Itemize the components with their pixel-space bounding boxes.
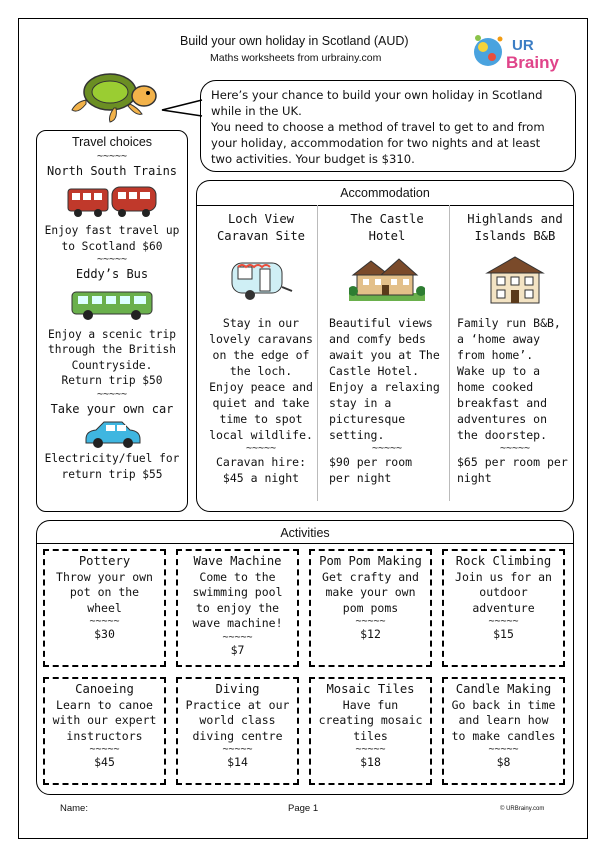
accommodation-desc: await you at The (329, 348, 440, 362)
train-icon (37, 179, 187, 223)
activity-desc: wheel (87, 600, 122, 615)
car-icon (37, 417, 187, 451)
travel-option-desc: Countryside. (71, 358, 153, 372)
accommodation-desc: Beautiful views (329, 316, 433, 330)
travel-option-name: Eddy’s Bus (75, 267, 149, 281)
intro-line: You need to choose a method of travel to get to and from (211, 120, 545, 134)
activity-price: $15 (493, 627, 514, 641)
activity-title: Mosaic Tiles (326, 682, 415, 696)
activity-desc: to enjoy the (195, 600, 280, 615)
activity-price: $12 (360, 627, 381, 641)
accommodation-price: night (457, 471, 492, 485)
travel-option-name: North South Trains (46, 163, 178, 178)
urbrainy-logo (470, 30, 570, 74)
accommodation-name: Caravan Site (216, 229, 306, 243)
separator: ~~~~~ (96, 254, 128, 265)
activity-card-pom-pom-making (309, 549, 432, 667)
activities-panel (36, 520, 574, 795)
activity-desc: diving centre (192, 728, 283, 743)
activity-price: $30 (94, 627, 115, 641)
separator: ~~~~~ (371, 443, 403, 454)
activity-title: Diving (215, 682, 260, 696)
logo-ur-text: UR (512, 37, 534, 54)
travel-option-desc: Enjoy a scenic trip (48, 327, 176, 341)
separator: ~~~~~ (222, 744, 253, 755)
activity-desc: Come to the (199, 569, 276, 584)
accommodation-desc: local wildlife. (209, 428, 313, 442)
separator: ~~~~~ (355, 616, 386, 627)
activity-desc: to make candles (451, 728, 556, 743)
activity-desc: and learn how (458, 713, 549, 727)
intro-line: your holiday, accommodation for two nights and at least (211, 136, 541, 150)
copyright: © URBrainy.com (500, 806, 545, 812)
activity-desc: pot on the (69, 585, 140, 599)
accommodation-desc: from home’. (457, 348, 534, 362)
travel-option-desc: through the British (48, 343, 176, 356)
activity-desc: make your own (325, 585, 416, 599)
travel-option-desc: to Scotland $60 (61, 239, 163, 253)
separator: ~~~~~ (355, 744, 386, 755)
activity-card-pottery (43, 549, 166, 667)
travel-option-desc: Electricity/fuel for (44, 452, 180, 465)
accommodation-option (329, 209, 445, 501)
separator: ~~~~~ (499, 443, 531, 454)
activity-desc: instructors (66, 728, 143, 743)
activity-price: $18 (360, 755, 381, 769)
accommodation-name: Loch View (227, 212, 295, 226)
hotel-icon (329, 245, 445, 315)
activity-desc: Throw your own (56, 569, 153, 584)
activity-card-wave-machine (176, 549, 299, 667)
accommodation-desc: Stay in our (222, 316, 300, 330)
accommodation-desc: stay in a (329, 396, 392, 410)
accommodation-desc: home cooked (457, 380, 534, 394)
accommodation-desc: Castle Hotel. (329, 364, 420, 378)
accommodation-price: per night (329, 471, 392, 485)
accommodation-price: $45 a night (222, 471, 300, 485)
activity-desc: Go back in time (451, 697, 556, 712)
activity-title: Rock Climbing (455, 554, 552, 568)
accommodation-desc: picturesque (329, 412, 406, 426)
accommodation-desc: and comfy beds (329, 332, 426, 346)
accommodation-desc: time to spot (219, 412, 303, 426)
accommodation-desc: breakfast and (457, 396, 548, 410)
page-number: Page 1 (288, 803, 319, 814)
activity-desc: with our expert (52, 713, 157, 727)
accommodation-price: Caravan hire: (215, 455, 306, 469)
activities-heading: Activities (280, 526, 330, 540)
accommodation-desc: Enjoy a relaxing (329, 380, 440, 394)
activity-title: Canoeing (75, 682, 134, 696)
travel-option-desc: Enjoy fast travel up (44, 224, 180, 237)
accommodation-name: Hotel (368, 229, 406, 243)
separator: ~~~~~ (222, 631, 253, 643)
intro-line: while in the UK. (211, 104, 302, 118)
bus-icon (37, 283, 187, 327)
accommodation-price: $90 per room (329, 455, 413, 469)
activity-desc: tiles (353, 728, 388, 743)
accommodation-option (203, 209, 319, 501)
worksheet-subtitle: Maths worksheets from urbrainy.com (210, 52, 382, 64)
accommodation-name: Highlands and (467, 212, 563, 226)
activity-desc: Get crafty and (322, 569, 419, 584)
activity-desc: adventure (472, 600, 535, 615)
travel-option-desc: Return trip $50 (61, 374, 163, 387)
activity-title: Candle Making (455, 682, 552, 696)
accommodation-name: The Castle (350, 212, 424, 226)
worksheet-title: Build your own holiday in Scotland (AUD) (180, 34, 409, 48)
activity-card-candle-making (442, 677, 565, 785)
accommodation-desc: quiet and take (212, 396, 310, 410)
activity-desc: Learn to canoe (56, 697, 153, 712)
separator: ~~~~~ (488, 744, 519, 755)
activity-card-canoeing (43, 677, 166, 785)
accommodation-heading: Accommodation (340, 186, 430, 200)
accommodation-desc: on the edge of (212, 348, 310, 362)
travel-option-name: Take your own car (50, 401, 174, 416)
separator: ~~~~~ (89, 616, 120, 627)
travel-option-desc: return trip $55 (61, 467, 163, 481)
activity-title: Pottery (78, 554, 131, 568)
activity-card-diving (176, 677, 299, 785)
divider (37, 543, 573, 544)
accommodation-price: $65 per room per (457, 455, 568, 469)
activity-desc: creating mosaic (318, 713, 423, 727)
activity-price: $14 (227, 755, 248, 769)
accommodation-desc: lovely caravans (209, 332, 313, 346)
activity-price: $7 (230, 642, 245, 657)
accommodation-desc: Family run B&B, (457, 316, 561, 330)
activity-desc: Practice at our (185, 697, 290, 712)
accommodation-desc: setting. (329, 428, 385, 442)
separator: ~~~~~ (245, 443, 277, 454)
column-divider (449, 205, 450, 501)
activity-desc: swimming pool (192, 585, 283, 599)
accommodation-desc: the doorstep. (457, 428, 548, 442)
name-label: Name: (60, 803, 88, 814)
accommodation-desc: Wake up to a (457, 364, 541, 378)
activity-desc: Have fun (342, 697, 399, 712)
column-divider (317, 205, 318, 501)
separator: ~~~~~ (96, 388, 128, 400)
intro-line: two activities. Your budget is $310. (211, 152, 415, 166)
accommodation-desc: a ‘home away (457, 332, 541, 346)
activity-desc: Join us for an (455, 569, 552, 584)
travel-heading: Travel choices (71, 135, 153, 149)
turtle-mascot-icon (66, 66, 162, 126)
divider (197, 205, 573, 206)
activity-card-rock-climbing (442, 549, 565, 667)
activity-desc: outdoor (479, 585, 528, 599)
intro-speech-bubble (200, 80, 576, 172)
activity-desc: pom poms (342, 600, 399, 615)
travel-choices-panel (36, 130, 188, 512)
house-icon (457, 245, 573, 315)
separator: ~~~~~ (89, 744, 120, 755)
accommodation-name: Islands B&B (474, 229, 556, 243)
activity-title: Pom Pom Making (319, 554, 422, 568)
accommodation-option (457, 209, 573, 501)
intro-line: Here’s your chance to build your own holiday in Scotland (211, 88, 543, 102)
accommodation-panel (196, 180, 574, 512)
accommodation-desc: Enjoy peace and (209, 380, 313, 394)
separator: ~~~~~ (488, 616, 519, 627)
accommodation-desc: adventures on (457, 412, 548, 426)
activity-card-mosaic-tiles (309, 677, 432, 785)
separator: ~~~~~ (96, 150, 128, 162)
logo-brainy-text: Brainy (506, 53, 559, 72)
activity-price: $45 (94, 755, 115, 769)
activity-desc: wave machine! (192, 616, 283, 630)
activity-title: Wave Machine (193, 554, 282, 568)
caravan-icon (203, 245, 319, 315)
accommodation-desc: the loch. (229, 364, 293, 378)
activity-price: $8 (496, 755, 511, 769)
activity-desc: world class (199, 713, 276, 727)
